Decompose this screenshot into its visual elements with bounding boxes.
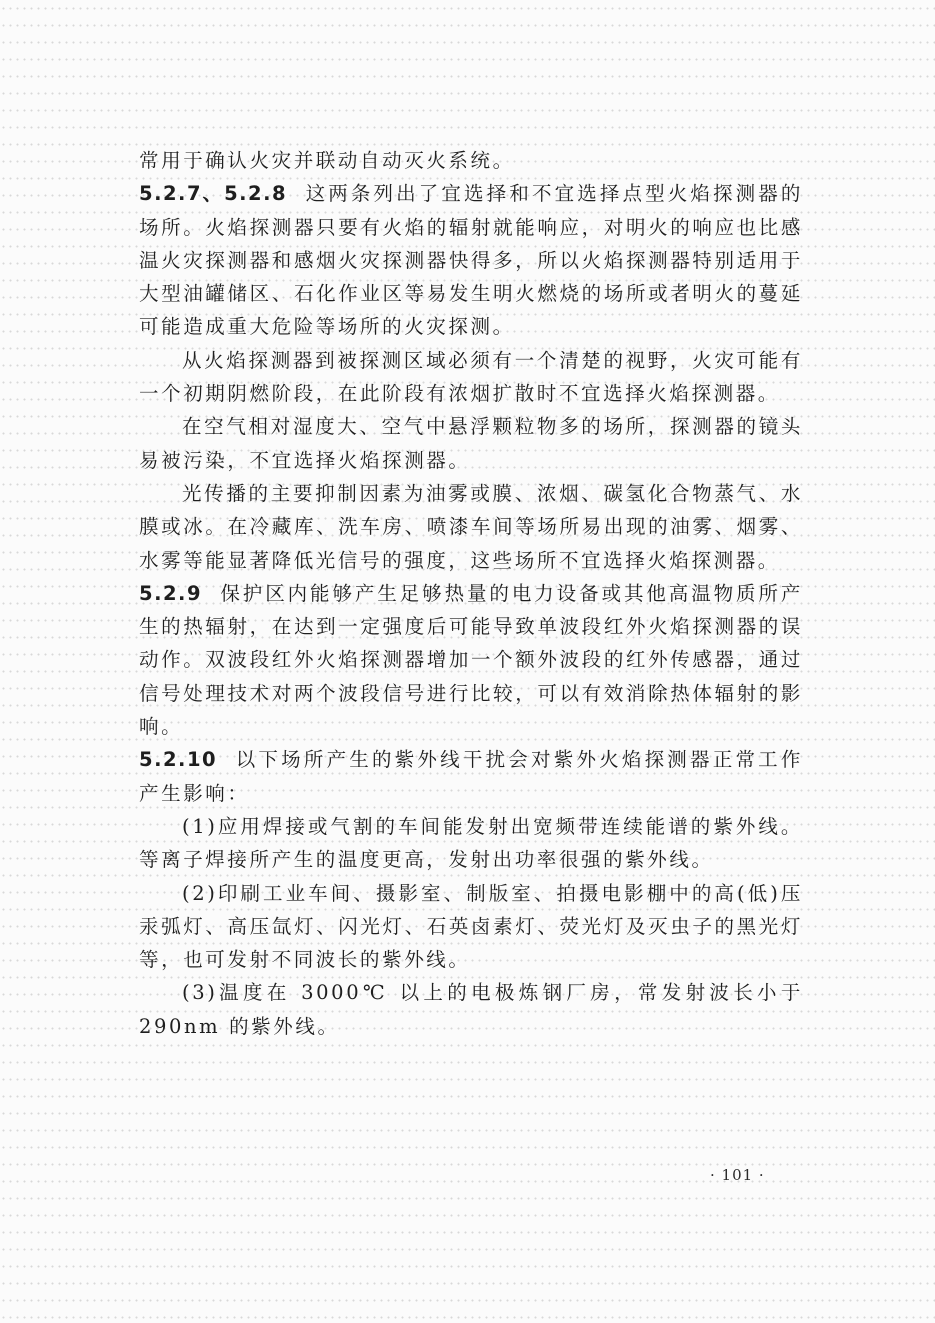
list-item [139, 877, 803, 977]
list-item [139, 810, 803, 877]
section-number: 5.2.7、5.2.8 [139, 182, 288, 206]
paragraph-continuation [139, 144, 803, 177]
section-number: 5.2.9 [139, 581, 203, 605]
list-item [139, 976, 803, 1043]
paragraph-text: 光传播的主要抑制因素为油雾或膜、浓烟、碳氢化合物蒸气、水膜或冰。在冷藏库、洗车房、喷漆车间等场所易出现的油雾、烟雾、水雾等能显著降低光信号的强度，这些场所不宜选择火焰探测器。 [139, 481, 803, 572]
clause-5-2-9 [139, 577, 803, 743]
paragraph-text: (2)印刷工业车间、摄影室、制版室、拍摄电影棚中的高(低)压汞弧灯、高压氙灯、闪光灯、石英卤素灯、荧光灯及灭虫子的黑光灯等，也可发射不同波长的紫外线。 [139, 881, 803, 972]
paragraph-text: 保护区内能够产生足够热量的电力设备或其他高温物质所产生的热辐射，在达到一定强度后可能导致单波段红外火焰探测器的误动作。双波段红外火焰探测器增加一个额外波段的红外传感器，通过信号处理技术对两个波段信号进行比较，可以有效消除热体辐射的影响。 [139, 581, 803, 739]
paragraph-text: 以下场所产生的紫外线干扰会对紫外火焰探测器正常工作产生影响： [139, 748, 803, 805]
paragraph-text: 常用于确认火灾并联动自动灭火系统。 [139, 149, 515, 172]
page-number: · 101 · [710, 1166, 765, 1184]
paragraph [139, 344, 803, 411]
section-number: 5.2.10 [139, 748, 218, 772]
clause-5-2-7-5-2-8 [139, 177, 803, 343]
paragraph-text: (3)温度在 3000℃ 以上的电极炼钢厂房，常发射波长小于 290nm 的紫外线。 [139, 981, 803, 1038]
paragraph-text: 从火焰探测器到被探测区域必须有一个清楚的视野，火灾可能有一个初期阴燃阶段，在此阶段有浓烟扩散时不宜选择火焰探测器。 [139, 348, 803, 406]
paragraph [139, 410, 803, 477]
paragraph [139, 477, 803, 577]
body-text [139, 144, 803, 1043]
paragraph-text: (1)应用焊接或气割的车间能发射出宽频带连续能谱的紫外线。等离子焊接所产生的温度更高，发射出功率很强的紫外线。 [139, 814, 803, 872]
clause-5-2-10 [139, 743, 803, 810]
paragraph-text: 这两条列出了宜选择和不宜选择点型火焰探测器的场所。火焰探测器只要有火焰的辐射就能响应，对明火的响应也比感温火灾探测器和感烟火灾探测器快得多，所以火焰探测器特别适用于大型油罐储区、石化作业区等易发生明火燃烧的场所或者明火的蔓延可能造成重大危险等场所的火灾探测。 [139, 182, 803, 339]
paragraph-text: 在空气相对湿度大、空气中悬浮颗粒物多的场所，探测器的镜头易被污染，不宜选择火焰探测器。 [139, 415, 803, 472]
